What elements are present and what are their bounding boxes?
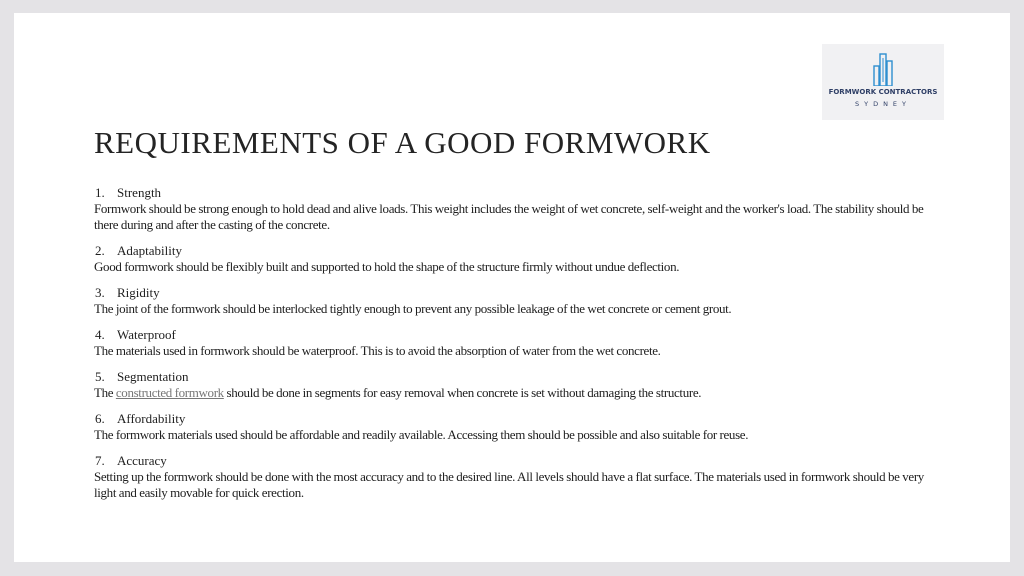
item-heading: Affordability [117, 411, 186, 426]
item-heading: Rigidity [117, 285, 160, 300]
constructed-formwork-link[interactable]: constructed formwork [115, 385, 224, 400]
item-number: 2. [95, 243, 105, 258]
item-number: 1. [95, 185, 105, 200]
item-header [94, 453, 930, 469]
item-description: The materials used in formwork should be waterproof. This is to avoid the absorption of water from the wet concrete. [94, 343, 661, 358]
list-item [94, 411, 930, 443]
slide [14, 13, 1010, 562]
description-text-before: The [94, 385, 114, 400]
list-item [94, 327, 930, 359]
item-description: The formwork materials used should be affordable and readily available. Accessing them should be possible and also suitable for reuse. [94, 427, 749, 442]
list-item [94, 369, 930, 401]
logo-text-company: FORMWORK CONTRACTORS [828, 88, 938, 96]
item-number: 6. [95, 411, 105, 426]
item-heading: Waterproof [117, 327, 176, 342]
building-icon [872, 52, 894, 86]
item-header [94, 327, 930, 343]
list-item [94, 453, 930, 501]
item-header [94, 369, 930, 385]
item-number: 7. [95, 453, 105, 468]
item-heading: Accuracy [117, 453, 167, 468]
item-description: Setting up the formwork should be done with the most accuracy and to the desired line. All levels should have a flat surface. The materials used in formwork should be very light and easily movable for quick erection. [94, 469, 924, 500]
item-description: Good formwork should be flexibly built and supported to hold the shape of the structure firmly without undue deflection. [94, 259, 680, 274]
item-heading: Strength [117, 185, 162, 200]
item-description: Formwork should be strong enough to hold dead and alive loads. This weight includes the weight of wet concrete, self-weight and the worker's load. The stability should be there during and after the casting of the concrete. [94, 201, 924, 232]
company-logo[interactable] [822, 44, 944, 120]
list-item [94, 285, 930, 317]
item-description: The joint of the formwork should be interlocked tightly enough to prevent any possible leakage of the wet concrete or cement grout. [94, 301, 732, 316]
item-header [94, 411, 930, 427]
list-item [94, 243, 930, 275]
item-heading: Segmentation [117, 369, 189, 384]
description-text-after: should be done in segments for easy removal when concrete is set without damaging the structure. [226, 385, 702, 400]
requirements-list [94, 185, 930, 511]
item-number: 3. [95, 285, 105, 300]
item-header [94, 185, 930, 201]
item-description [94, 385, 930, 401]
list-item [94, 185, 930, 233]
logo-text-city: SYDNEY [854, 100, 912, 108]
item-header [94, 285, 930, 301]
item-number: 4. [95, 327, 105, 342]
item-number: 5. [95, 369, 105, 384]
slide-title: REQUIREMENTS OF A GOOD FORMWORK [94, 125, 711, 160]
item-heading: Adaptability [117, 243, 182, 258]
item-header [94, 243, 930, 259]
